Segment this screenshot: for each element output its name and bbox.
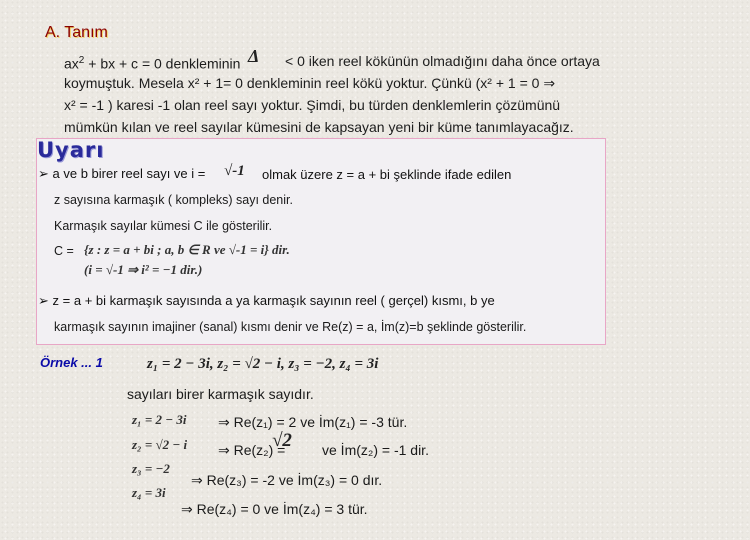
expr-z2: z₂ = √2 − i [132,437,188,452]
example-caption: sayıları birer karmaşık sayıdır. [127,386,314,402]
result-z4: ⇒ Re(z₄) = 0 ve İm(z₄) = 3 tür. [181,501,368,517]
result-z1: ⇒ Re(z₁) = 2 ve İm(z₁) = -3 tür. [218,414,408,430]
c-formula-line-1: {z : z = a + bi ; a, b ∈ R ve √-1 = i} dir. [84,242,290,257]
bullet-2-continued: karmaşık sayının imajiner (sanal) kısmı denir ve Re(z) = a, İm(z)=b şeklinde gösterilir. [54,320,527,334]
intro-line-4: mümkün kılan ve reel sayılar kümesini de kapsayan yeni bir küme tanımlayacağız. [64,119,574,135]
bullet-1-end: olmak üzere z = a + bi şeklinde ifade edilen [262,167,512,182]
arrow-bullet-icon: ➢ [38,166,49,181]
delta-symbol: Δ [248,46,260,66]
warning-heading: Uyarı [37,138,105,162]
c-label: C = [54,244,74,258]
bullet-1-continued: z sayısına karmaşık ( kompleks) sayı denir. [54,193,293,207]
example-label: Örnek ... 1 [40,355,103,370]
intro-line-1 [64,50,240,75]
bullet-text: z = a + bi karmaşık sayısında a ya karmaşık sayının reel ( gerçel) kısmı, b ye [52,293,495,308]
expr-z4: z₄ = 3i [132,485,166,500]
c-formula-line-2: (i = √-1 ⇒ i² = −1 dir.) [84,262,203,277]
result-z3: ⇒ Re(z₃) = -2 ve İm(z₃) = 0 dır. [191,472,383,488]
intro-sup: 2 [78,55,85,66]
intro-text: ax [64,55,79,72]
arrow-bullet-icon: ➢ [38,293,49,308]
result-z2-end: ve İm(z₂) = -1 dir. [322,442,429,458]
result-z2-radical: √2 [272,430,292,451]
result-z2: ⇒ Re(z₂) = [218,442,286,458]
bullet-1 [38,166,205,182]
bullet-text: a ve b birer reel sayı ve i = [52,166,206,181]
bullet-2 [38,293,495,309]
intro-line-1-end: < 0 iken reel kökünün olmadığını daha önce ortaya [285,53,600,69]
intro-line-2: koymuştuk. Mesela x² + 1= 0 denkleminin reel kökü yoktur. Çünkü (x² + 1 = 0 ⇒ [64,75,556,91]
example-numbers: z₁ = 2 − 3i, z₂ = √2 − i, z₃ = −2, z₄ = 3i [147,356,379,372]
set-definition: Karmaşık sayılar kümesi C ile gösterilir. [54,219,273,233]
expr-z1: z₁ = 2 − 3i [132,412,187,427]
intro-text: + bx + c = 0 denkleminin [84,55,241,72]
expr-z3: z₃ = −2 [132,461,170,476]
section-title: A. Tanım [45,24,108,41]
sqrt-minus-one: √-1 [224,163,245,179]
intro-line-3: x² = -1 ) karesi -1 olan reel sayı yoktur. Şimdi, bu türden denklemlerin çözümünü [64,97,561,113]
